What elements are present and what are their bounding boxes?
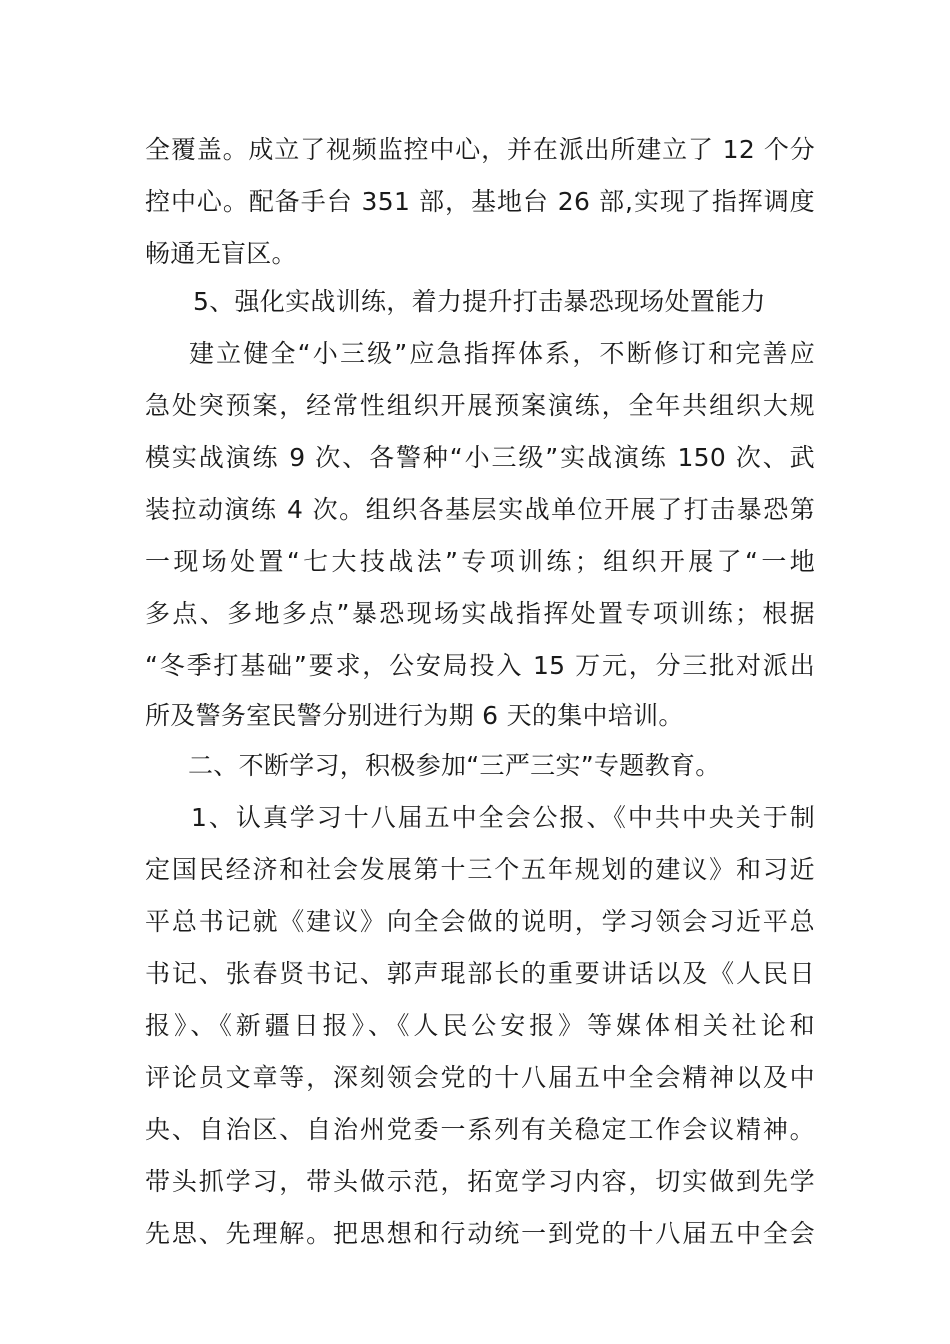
text-line-7: 模实战演练 9 次、各警种“小三级”实战演练 150 次、武 [145, 443, 815, 472]
section-heading-5: 5、强化实战训练，着力提升打击暴恐现场处置能力 [193, 287, 766, 316]
text-line-17: 书记、张春贤书记、郭声琨部长的重要讲话以及《人民日 [145, 959, 815, 988]
section-heading-2: 二、不断学习，积极参加“三严三实”专题教育。 [188, 751, 721, 780]
text-line-2: 控中心。配备手台 351 部，基地台 26 部,实现了指挥调度 [145, 187, 815, 216]
text-line-3: 畅通无盲区。 [145, 239, 297, 268]
text-line-21: 带头抓学习，带头做示范，拓宽学习内容，切实做到先学 [145, 1167, 815, 1196]
text-line-18: 报》、《新疆日报》、《人民公安报》等媒体相关社论和 [145, 1011, 815, 1040]
text-line-11: “冬季打基础”要求，公安局投入 15 万元，分三批对派出 [145, 651, 815, 680]
text-line-16: 平总书记就《建议》向全会做的说明，学习领会习近平总 [145, 907, 815, 936]
text-line-20: 央、自治区、自治州党委一系列有关稳定工作会议精神。 [145, 1115, 815, 1144]
text-line-5: 建立健全“小三级”应急指挥体系，不断修订和完善应 [189, 339, 815, 368]
text-line-14: 1、认真学习十八届五中全会公报、《中共中央关于制 [191, 803, 815, 832]
text-line-22: 先思、先理解。把思想和行动统一到党的十八届五中全会 [145, 1219, 815, 1248]
text-line-9: 一现场处置“七大技战法”专项训练；组织开展了“一地 [145, 547, 815, 576]
text-line-15: 定国民经济和社会发展第十三个五年规划的建议》和习近 [145, 855, 815, 884]
text-line-6: 急处突预案，经常性组织开展预案演练，全年共组织大规 [145, 391, 815, 420]
text-line-8: 装拉动演练 4 次。组织各基层实战单位开展了打击暴恐第 [145, 495, 815, 524]
text-line-10: 多点、多地多点”暴恐现场实战指挥处置专项训练；根据 [145, 599, 815, 628]
text-line-1: 全覆盖。成立了视频监控中心，并在派出所建立了 12 个分 [145, 135, 815, 164]
text-line-12: 所及警务室民警分别进行为期 6 天的集中培训。 [145, 701, 684, 730]
text-line-19: 评论员文章等，深刻领会党的十八届五中全会精神以及中 [145, 1063, 815, 1092]
